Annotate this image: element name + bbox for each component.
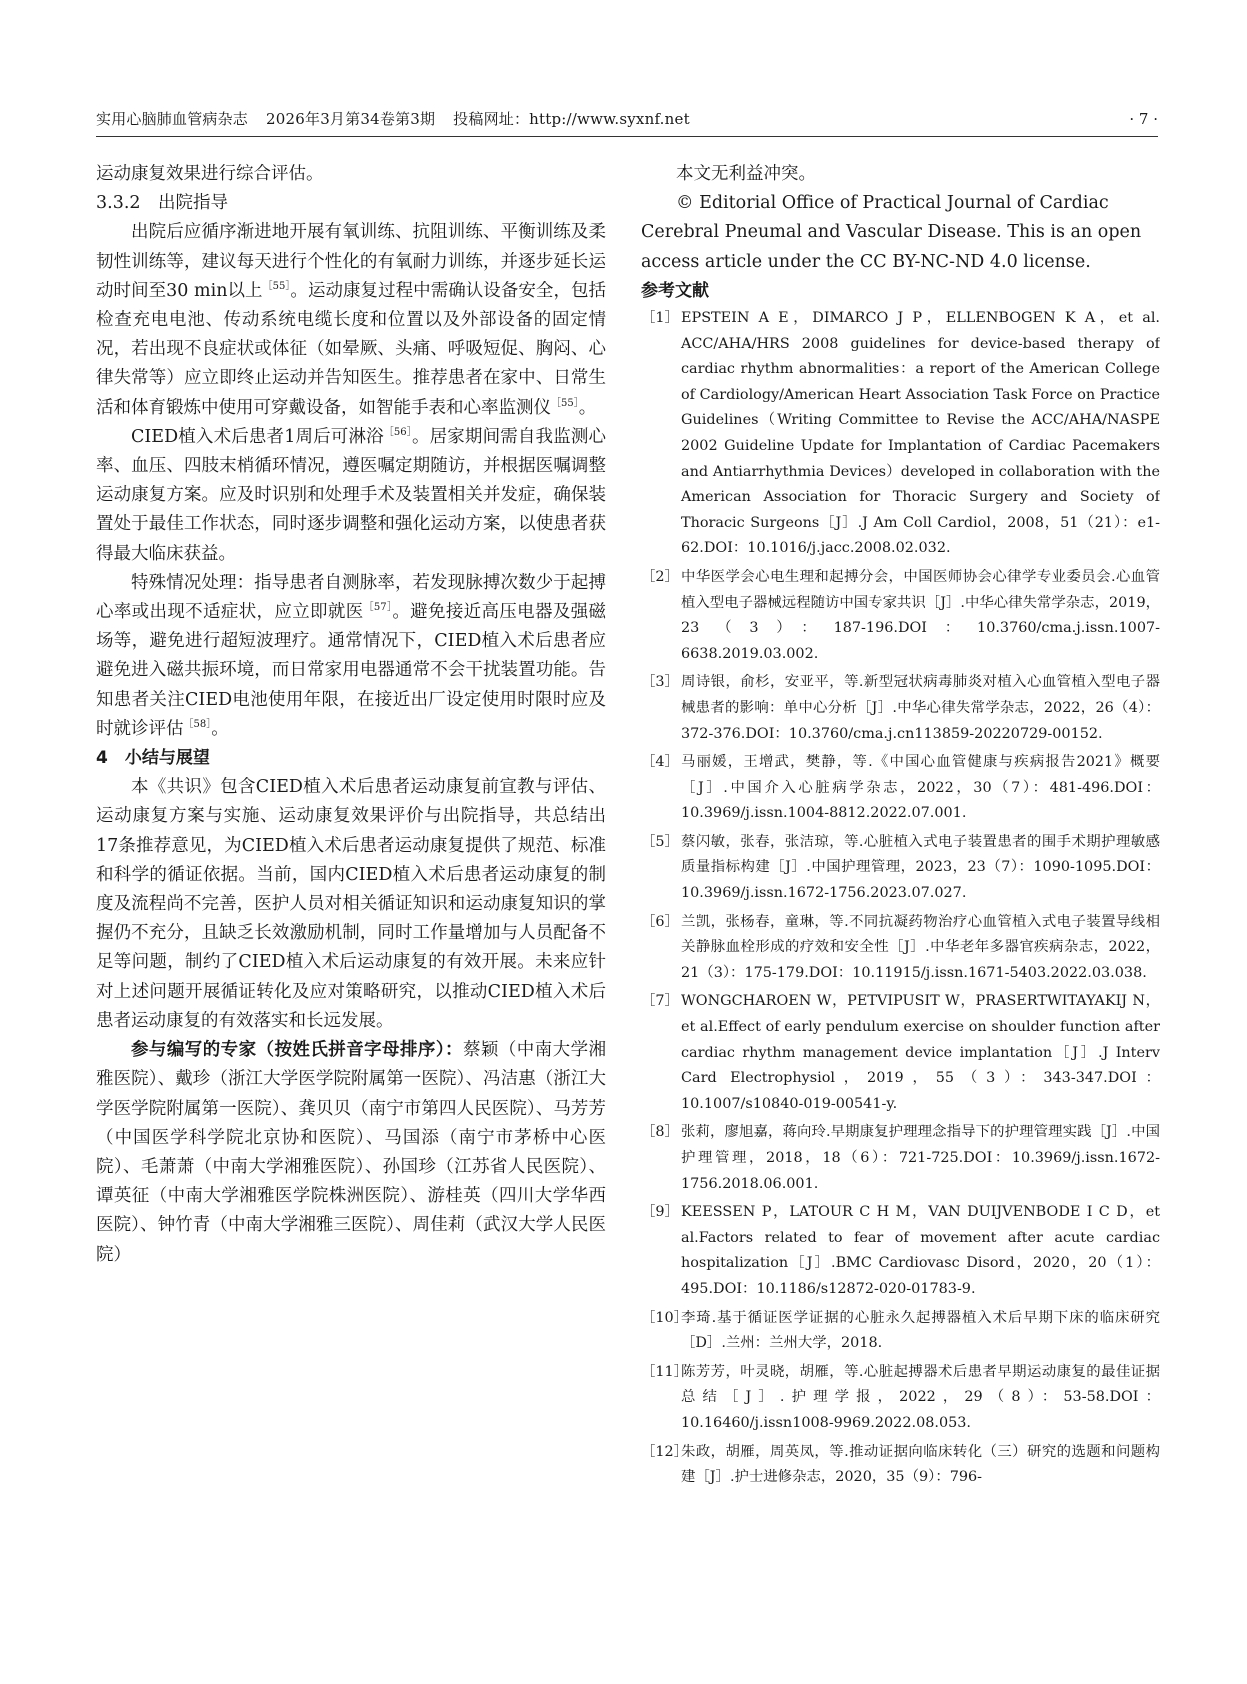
references-heading: 参考文献: [641, 280, 709, 301]
header-divider: [96, 136, 1158, 137]
reference-number: ［4］: [641, 754, 679, 771]
section-heading-4: 4 小结与展望: [96, 748, 210, 769]
journal-name: 实用心脑肺血管病杂志: [96, 110, 249, 128]
reference-item: [641, 910, 1160, 987]
reference-text: WONGCHAROEN W，PETVIPUSIT W，PRASERTWITAYAKIJ N，et al.Effect of early pendulum exercise on shoulder function after cardiac rhythm management device implantation［J］.J Interv Card Electrophysiol，2019，55（3）：343-347.DOI：10.1007/s10840-019-00541-y.: [681, 993, 1160, 1112]
reference-item: [641, 830, 1160, 907]
reference-item: [641, 1200, 1160, 1302]
copyright-notice: © Editorial Office of Practical Journal of Cardiac Cerebral Pneumal and Vascular Disease. This is an open access article under the CC BY-NC-ND 4.0 license.: [641, 193, 1142, 272]
text-segment: 出院后应循序渐进地开展有氧训练、抗阻训练、平衡训练及柔韧性训练等，建议每天进行个性化的有氧耐力训练，并逐步延长运动时间至30 min以上: [96, 222, 606, 301]
reference-number: ［9］: [641, 1204, 679, 1221]
reference-number: ［5］: [641, 833, 679, 850]
reference-text: KEESSEN P，LATOUR C H M，VAN DUIJVENBODE I C D，et al.Factors related to fear of movement after acute cardiac hospitalization［J］.BMC Cardiovasc Disord，2020，20（1）：495.DOI：10.1186/s12872-020-01783-9.: [681, 1204, 1160, 1297]
citation-55[interactable]: ［55］: [551, 397, 579, 409]
text-segment: 。避免接近高压电器及强磁场等，避免进行超短波理疗。通常情况下，CIED植入术后患者应避免进入磁共振环境，而日常家用电器通常不会干扰装置功能。告知患者关注CIED电池使用年限，在接近出厂设定使用时限时应及时就诊评估: [96, 602, 606, 739]
text-segment: CIED植入术后患者1周后可淋浴: [131, 426, 384, 447]
reference-number: ［12］: [641, 1443, 689, 1460]
text-segment: 特殊情况处理：指导患者自测脉率，若发现脉搏次数少于起搏心率或出现不适症状，应立即就医: [96, 572, 606, 623]
reference-number: ［2］: [641, 568, 679, 585]
reference-number: ［3］: [641, 674, 679, 691]
reference-number: ［8］: [641, 1124, 679, 1141]
reference-item: [641, 1120, 1160, 1197]
reference-text: 张莉，廖旭嘉，蒋向玲.早期康复护理理念指导下的护理管理实践［J］.中国护理管理，2018，18（6）：721-725.DOI：10.3969/j.issn.1672-1756.2018.06.001.: [681, 1124, 1160, 1192]
reference-number: ［10］: [641, 1309, 689, 1326]
reference-number: ［11］: [641, 1363, 689, 1380]
left-column: [96, 160, 606, 1650]
citation-56[interactable]: ［56］: [383, 426, 412, 438]
right-column: [641, 160, 1160, 1650]
reference-text: 陈芳芳，叶灵晓，胡雁，等.心脏起搏器术后患者早期运动康复的最佳证据总结［J］.护理学报，2022，29（8）：53-58.DOI：10.16460/j.issn1008-9969.2022.08.053.: [681, 1363, 1160, 1431]
reference-item: [641, 1360, 1160, 1437]
reference-item: [641, 1306, 1160, 1357]
paragraph-discharge-training: [96, 218, 606, 422]
text-segment: 。: [211, 718, 229, 739]
paragraph-intro: 运动康复效果进行综合评估。: [96, 164, 324, 184]
submission-website[interactable]: 投稿网址：http://www.syxnf.net: [453, 110, 690, 128]
header-left: [96, 104, 708, 134]
issue-info: 2026年3月第34卷第3期: [266, 110, 436, 128]
reference-text: 中华医学会心电生理和起搏分会，中国医师协会心律学专业委员会.心血管植入型电子器械远程随访中国专家共识［J］.中华心律失常学杂志，2019，23（3）：187-196.DOI：10.3760/cma.j.issn.1007-6638.2019.03.002.: [681, 568, 1160, 662]
reference-text: EPSTEIN A E，DIMARCO J P，ELLENBOGEN K A，et al. ACC/AHA/HRS 2008 guidelines for device-based therapy of cardiac rhythm abnormalities：a report of the American College of Cardiology/American Heart Association Task Force on Practice Guidelines（Writing Committee to Revise the ACC/AHA/NASPE 2002 Guideline Update for Implantation of Cardiac Pacemakers and Antiarrhythmia Devices）developed in collaboration with the American Association for Thoracic Surgery and Society of Thoracic Surgeons［J］.J Am Coll Cardiol，2008，51（21）：e1-62.DOI：10.1016/j.jacc.2008.02.032.: [681, 310, 1160, 557]
text-segment: 。运动康复过程中需确认设备安全，包括检查充电电池、传动系统电缆长度和位置以及外部设备的固定情况，若出现不良症状或体征（如晕厥、头痛、呼吸短促、胸闷、心律失常等）应立即终止运动并告知医生。推荐患者在家中、日常生活和体育锻炼中使用可穿戴设备，如智能手表和心率监测仪: [96, 280, 606, 418]
reference-number: ［1］: [641, 310, 679, 327]
reference-item: [641, 989, 1160, 1117]
reference-text: 蔡闪敏，张春，张洁琼，等.心脏植入式电子装置患者的围手术期护理敏感质量指标构建［J］.中国护理管理，2023，23（7）：1090-1095.DOI：10.3969/j.issn.1672-1756.2023.07.027.: [681, 833, 1160, 902]
reference-item: [641, 750, 1160, 827]
reference-text: 周诗银，俞杉，安亚平，等.新型冠状病毒肺炎对植入心血管植入型电子器械患者的影响：单中心分析［J］.中华心律失常学杂志，2022，26（4）：372-376.DOI：10.3760/cma.j.cn113859-20220729-00152.: [681, 674, 1160, 742]
section-heading-3-3-2: 3.3.2 出院指导: [96, 193, 229, 214]
conflict-statement: 本文无利益冲突。: [676, 164, 816, 184]
paragraph-experts: [96, 1036, 606, 1270]
experts-list: 蔡颖（中南大学湘雅医院）、戴珍（浙江大学医学院附属第一医院）、冯洁惠（浙江大学医学院附属第一医院）、龚贝贝（南宁市第四人民医院）、马芳芳（中国医学科学院北京协和医院）、马国添（南宁市茅桥中心医院）、毛萧萧（中南大学湘雅医院）、孙国珍（江苏省人民医院）、谭英征（中南大学湘雅医学院株洲医院）、游桂英（四川大学华西医院）、钟竹青（中南大学湘雅三医院）、周佳莉（武汉大学人民医院）: [96, 1040, 606, 1265]
paragraph-home-care: [96, 423, 606, 569]
reference-list: [641, 306, 1160, 1491]
text-segment: 。: [578, 397, 597, 418]
reference-item: [641, 565, 1160, 667]
paragraph-summary: 本《共识》包含CIED植入术后患者运动康复前宣教与评估、运动康复方案与实施、运动康复效果评价与出院指导，共总结出17条推荐意见，为CIED植入术后患者运动康复提供了规范、标准和科学的循证依据。当前，国内CIED植入术后患者运动康复的制度及流程尚不完善，医护人员对相关循证知识和运动康复知识的掌握仍不充分，且缺乏长效激励机制，同时工作量增加与人员配备不足等问题，制约了CIED植入术后运动康复的有效开展。未来应针对上述问题开展循证转化及应对策略研究，以推动CIED植入术后患者运动康复的有效落实和长远发展。: [96, 777, 606, 1031]
page-number: · 7 ·: [1129, 110, 1158, 128]
reference-number: ［6］: [641, 913, 679, 930]
reference-item: [641, 670, 1160, 747]
reference-item: [641, 306, 1160, 562]
reference-text: 马丽媛，王增武，樊静，等.《中国心血管健康与疾病报告2021》概要［J］.中国介入心脏病学杂志，2022，30（7）：481-496.DOI：10.3969/j.issn.1004-8812.2022.07.001.: [681, 754, 1160, 822]
reference-item: [641, 1440, 1160, 1491]
reference-number: ［7］: [641, 993, 679, 1010]
paragraph-special-situations: [96, 569, 606, 744]
reference-text: 朱政，胡雁，周英凤，等.推动证据向临床转化（三）研究的选题和问题构建［J］.护士进修杂志，2020，35（9）：796-: [681, 1443, 1160, 1486]
running-header: [96, 104, 1158, 134]
text-segment: 。居家期间需自我监测心率、血压、四肢末梢循环情况，遵医嘱定期随访，并根据医嘱调整运动康复方案。应及时识别和处理手术及装置相关并发症，确保装置处于最佳工作状态，同时逐步调整和强化运动方案，以使患者获得最大临床获益。: [96, 426, 606, 564]
reference-text: 李琦.基于循证医学证据的心脏永久起搏器植入术后早期下床的临床研究［D］.兰州：兰州大学，2018.: [681, 1309, 1160, 1352]
reference-text: 兰凯，张杨春，童琳，等.不同抗凝药物治疗心血管植入式电子装置导线相关静脉血栓形成的疗效和安全性［J］.中华老年多器官疾病杂志，2022，21（3）：175-179.DOI：10.11915/j.issn.1671-5403.2022.03.038.: [681, 913, 1160, 981]
citation-55[interactable]: ［55］: [262, 280, 291, 292]
citation-58[interactable]: ［58］: [183, 718, 212, 730]
experts-label: 参与编写的专家（按姓氏拼音字母排序）：: [131, 1040, 463, 1061]
citation-57[interactable]: ［57］: [363, 602, 393, 614]
